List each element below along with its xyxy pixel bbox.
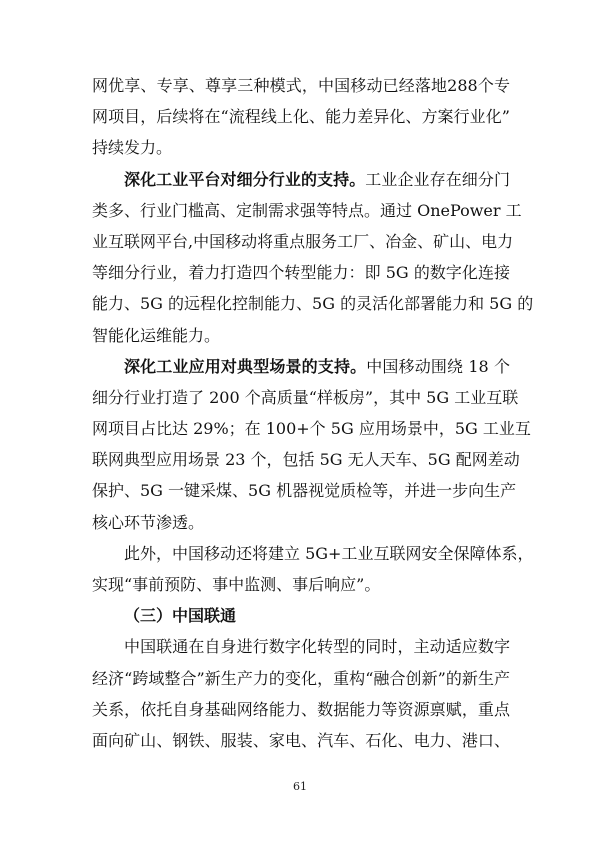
text-line: 此外，中国移动还将建立 5G+工业互联网安全保障体系， [124,543,534,563]
paragraph-heading: 深化工业平台对细分行业的支持。 [124,169,366,189]
text-run: 工业企业存在细分门 [365,169,510,189]
text-line: 保护、5G 一键采煤、5G 机器视觉质检等，并进一步向生产 [92,481,517,501]
text-line: 核心环节渗透。 [92,512,205,532]
text-line: 持续发力。 [92,138,173,158]
body-text [92,70,534,756]
text-line: 联网典型应用场景 23 个，包括 5G 无人天车、5G 配网差动 [92,450,520,470]
text-line: 实现“事前预防、事中监测、事后响应”。 [92,575,381,594]
text-line: 类多、行业门槛高、定制需求强等特点。通过 OnePower 工 [92,200,522,220]
text-run: 中国移动围绕 18 个 [366,356,510,376]
text-line: 经济“跨域整合”新生产力的变化，重构“融合创新”的新生产 [92,668,510,688]
paragraph-heading: 深化工业应用对典型场景的支持。 [124,356,367,376]
text-line: 智能化运维能力。 [92,325,221,345]
text-line: 网项目占比达 29%；在 100+个 5G 应用场景中，5G 工业互 [92,419,531,439]
text-line: 面向矿山、钢铁、服装、家电、汽车、石化、电力、港口、 [92,730,510,750]
section-heading-text: （三）中国联通 [124,606,237,626]
page-number: 61 [293,780,307,793]
text-line: 等细分行业，着力打造四个转型能力：即 5G 的数字化连接 [92,263,510,283]
text-line: 关系，依托自身基础网络能力、数据能力等资源禀赋，重点 [92,699,510,719]
text-line: 细分行业打造了 200 个高质量“样板房”，其中 5G 工业互联 [92,387,519,407]
section-heading [92,600,510,631]
text-line: 网项目，后续将在“流程线上化、能力差异化、方案行业化” [92,107,510,127]
text-line: 中国联通在自身进行数字化转型的同时，主动适应数字 [124,637,510,657]
text-line: 能力、5G 的远程化控制能力、5G 的灵活化部署能力和 5G 的 [92,294,534,314]
text-line: 业互联网平台,中国移动将重点服务工厂、冶金、矿山、电力 [92,231,514,251]
text-line [92,164,510,195]
text-line: 网优享、专享、尊享三种模式，中国移动已经落地288个专 [92,76,510,95]
text-line [92,351,510,382]
